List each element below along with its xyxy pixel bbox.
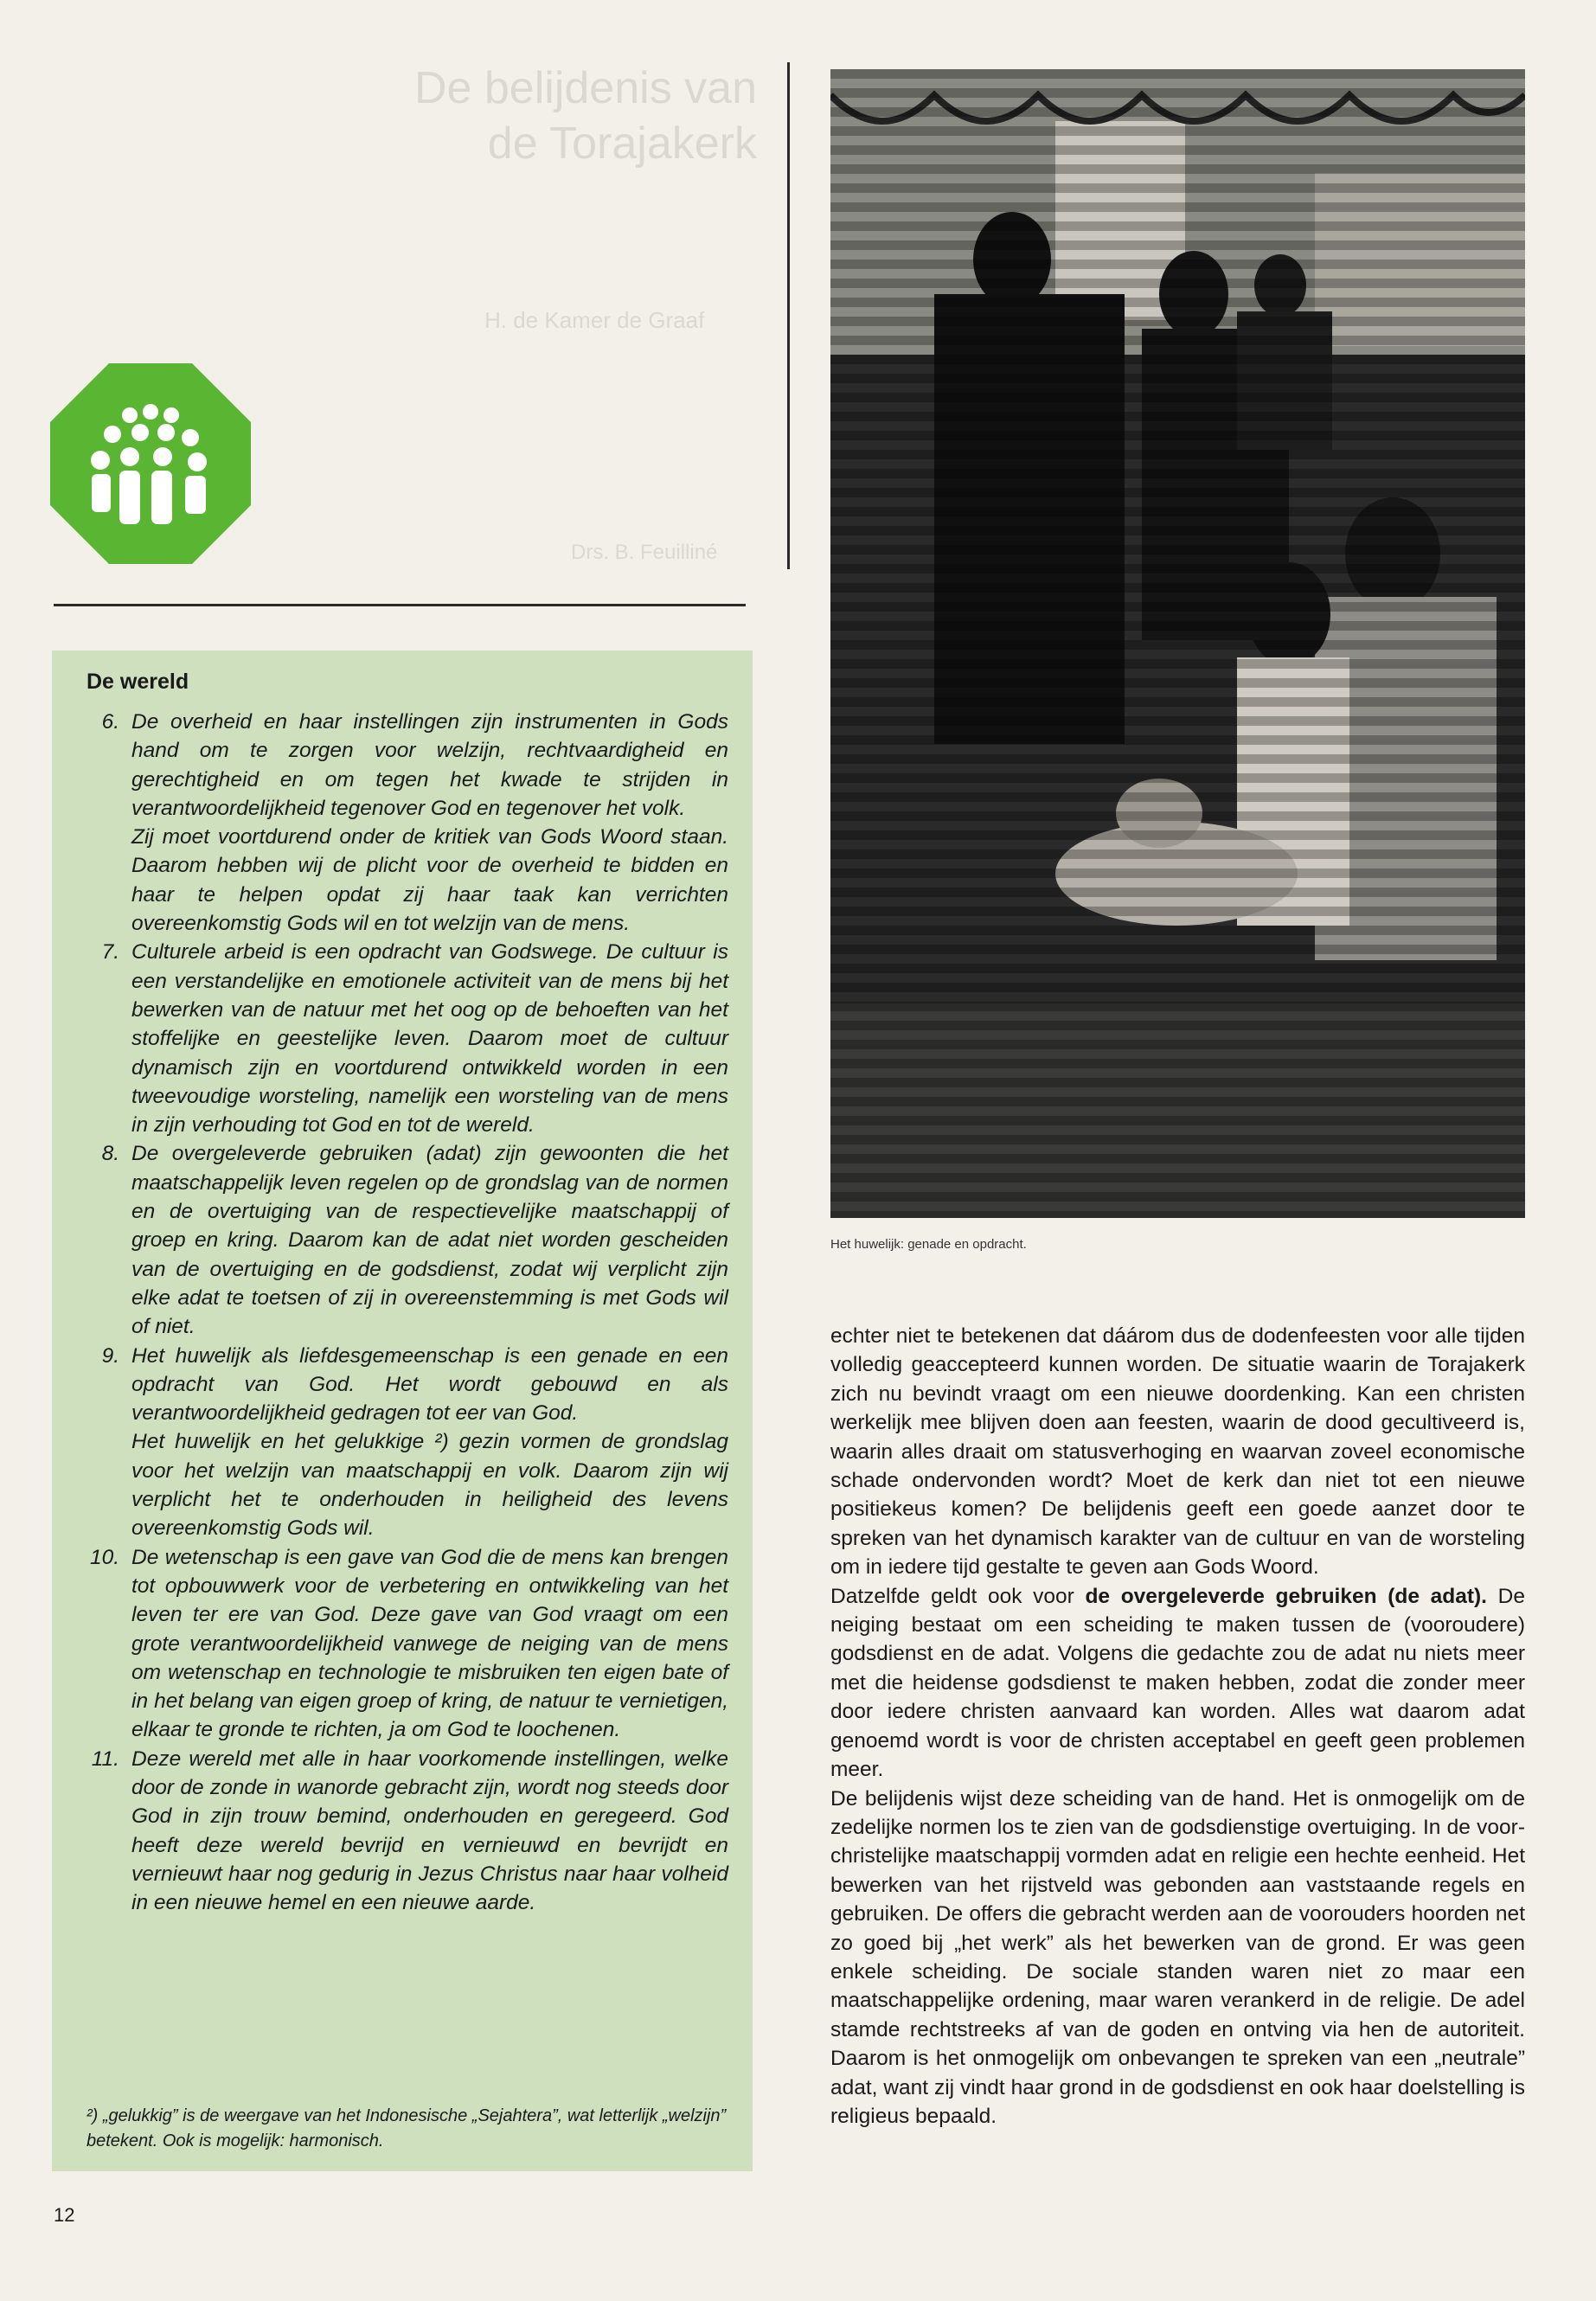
item-number: 6. — [101, 710, 119, 734]
item-number: 11. — [91, 1747, 119, 1771]
ghost-title-line2: de Torajakerk — [487, 119, 757, 169]
paragraph-rest: De neiging bestaat om een scheiding te maken tussen de (vooroudere) godsdienst en de adat. Volgens die gedachte zou de adat nu niets meer met die heidense godsdienst te maken hebben, zodat die zonder meer door iedere christen aanvaard kan worden. Alles wat daarom adat genoemd wordt is voor de christen acceptabel en geeft geen problemen meer. — [830, 1584, 1525, 1782]
horizontal-divider — [54, 604, 746, 606]
vertical-divider — [787, 62, 790, 569]
confession-box — [52, 651, 753, 2171]
box-title: De wereld — [87, 670, 189, 694]
body-paragraph — [830, 1582, 1525, 1785]
ghost-author2: Drs. B. Feuilliné — [571, 541, 718, 564]
item-number: 7. — [101, 940, 119, 965]
photo-caption: Het huwelijk: genade en opdracht. — [830, 1237, 1027, 1252]
body-text — [830, 1322, 1525, 2131]
body-paragraph: De belijdenis wijst deze scheiding van de hand. Het is onmogelijk om de zedelijke normen los te zien van de godsdienstige overtuiging. In de voor-christelijke maatschappij vormden adat en religie een hechte eenheid. Het bewerken van het rijstveld was gebonden aan vaststaande regels en gebruiken. De offers die gebracht werden aan de voorouders hoorden net zo goed bij „het werk” als het bewerken van de grond. Er was geen enkele scheiding. De sociale standen waren niet zo maar een maatschappelijke ordening, maar waren verankerd in de religie. De adel stamde rechtstreeks af van de goden en ontving via hen de autoriteit. Daarom is het onmogelijk om onbevangen te spreken van een „neutrale” adat, want zij vindt haar grond in de godsdienst en ook haar doelstelling is religieus bepaald. — [830, 1786, 1525, 2128]
item-text-continued: Het huwelijk en het gelukkige ²) gezin vormen de grondslag voor het welzijn van maatschappij en volk. Daarom zijn wij verplicht het te onderhouden in heiligheid des levens overeenkomstig Gods wil. — [131, 1430, 728, 1541]
wedding-photo-graphic — [830, 69, 1525, 1218]
ghost-author1: H. de Kamer de Graaf — [484, 307, 705, 333]
item-number: 10. — [89, 1545, 119, 1569]
item-text: De wetenschap is een gave van God die de mens kan brengen tot opbouwwerk voor de verbetering en ontwikkeling van het leven ter ere van God. Deze gave van God vraagt om een grote verantwoordelijkheid vanwege de neiging van de mens om wetenschap en technologie te misbruiken ten eigen bate of in het belang van eigen groep of kring, de natuur te vernietigen, elkaar te gronde te richten, ja om God te loochenen. — [131, 1545, 728, 1742]
item-text-continued: Zij moet voortdurend onder de kritiek van Gods Woord staan. Daarom hebben wij de plicht voor de overheid te bidden en haar te helpen opdat zij haar taak kan verrichten overeenkomstig Gods wil en tot welzijn van de mens. — [131, 825, 728, 936]
ghost-title-line1: De belijdenis van — [413, 63, 757, 113]
list-item — [78, 1342, 728, 1543]
footnote: ²) „gelukkig” is de weergave van het Indonesische „Sejahtera”, wat letterlijk „welzijn” betekent. Ook is mogelijk: harmonisch. — [87, 2106, 727, 2150]
community-icon — [50, 363, 251, 564]
page-number: 12 — [54, 2204, 75, 2226]
item-text: De overheid en haar instellingen zijn instrumenten in Gods hand om te zorgen voor welzijn, rechtvaardigheid en gerechtigheid en om tegen het kwade te strijden in verantwoordelijkheid tegenover God en tegenover het volk. — [131, 710, 728, 820]
list-item — [78, 1543, 728, 1745]
ghost-title — [394, 61, 757, 171]
list-item — [78, 1745, 728, 1918]
item-number: 9. — [101, 1343, 119, 1368]
body-paragraph: echter niet te betekenen dat dáárom dus de dodenfeesten voor alle tijden volledig geaccepteerd kunnen worden. De situatie waarin de Torajakerk zich nu bevindt vraagt om een nieuwe doordenking. Kan een christen werkelijk mee blijven doen aan feesten, waarin de dood gecultiveerd is, waarin alles draait om statusverhoging en waarvan zoveel economische schade ondervonden wordt? Moet de kerk dan niet tot een nieuwe positiekeus komen? De belijdenis geeft een goede aanzet door te spreken van het dynamisch karakter van de cultuur en van de worsteling om in iedere tijd gestalte te geven aan Gods Woord. — [830, 1324, 1525, 1580]
paragraph-bold-term: de overgeleverde gebruiken (de adat). — [1085, 1584, 1487, 1608]
list-item — [78, 938, 728, 1139]
paragraph-lead: Datzelfde geldt ook voor — [830, 1584, 1086, 1608]
list-item — [78, 708, 728, 938]
item-text: Deze wereld met alle in haar voorkomende instellingen, welke door de zonde in wanorde gebracht zijn, wordt nog steeds door God in zijn trouw bemind, onderhouden en geregeerd. God heeft deze wereld bevrijd en vernieuwd en bevrijdt en vernieuwt haar nog gedurig in Jezus Christus naar haar volheid in een nieuwe hemel en een nieuwe aarde. — [131, 1747, 728, 1915]
item-text: Het huwelijk als liefdesgemeenschap is een genade en een opdracht van God. Het wordt gebouwd en als verantwoordelijkheid gedragen tot eer van God. — [131, 1343, 728, 1426]
item-text: De overgeleverde gebruiken (adat) zijn gewoonten die het maatschappelijk leven regelen op de grondslag van de normen en de overtuiging van de respectievelijke maatschappij of groep en kring. Daarom kan de adat niet worden gescheiden van de overtuiging en de godsdienst, zodat wij verplicht zijn elke adat te toetsen of zij in overeenstemming is met Gods wil of niet. — [131, 1142, 728, 1339]
article-list — [78, 708, 728, 1917]
wedding-photo — [830, 69, 1525, 1218]
item-text: Culturele arbeid is een opdracht van Godswege. De cultuur is een verstandelijke en emotionele activiteit van de mens bij het bewerken van de natuur met het oog op de behoeften van het stoffelijke en geestelijke leven. Daarom moet de cultuur dynamisch zijn en voortdurend ontwikkeld worden in een tweevoudige worsteling, namelijk een worsteling van de mens in zijn verhouding tot God en tot de wereld. — [131, 940, 728, 1138]
item-number: 8. — [101, 1142, 119, 1166]
list-item — [78, 1139, 728, 1341]
